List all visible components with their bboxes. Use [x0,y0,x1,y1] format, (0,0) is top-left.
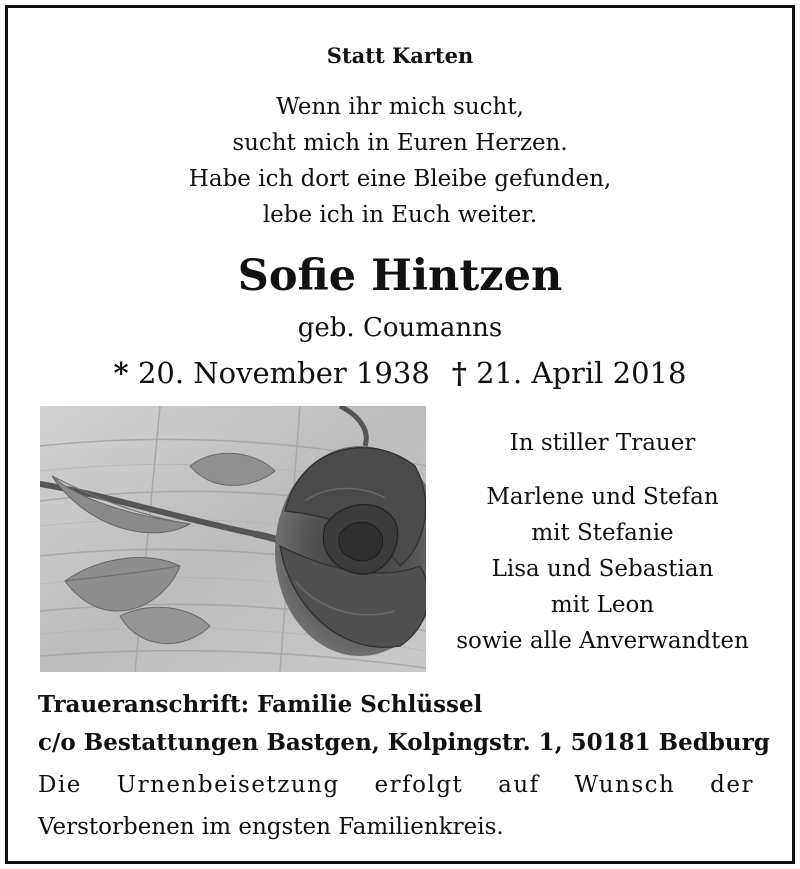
poem [0,89,800,233]
mourner-line: mit Stefanie [531,520,674,546]
mourners-list [440,479,765,659]
mourner-line: Marlene und Stefan [486,484,719,510]
death-cross-icon: † [451,356,467,390]
rose-photo [40,406,426,672]
mourner-line: mit Leon [550,592,655,618]
maiden-name: geb. Coumanns [297,313,503,343]
death-date: 21. April 2018 [476,356,687,390]
birth-symbol: * [113,356,129,390]
mourners-heading: In stiller Trauer [509,430,696,456]
mourning-address-line: Traueranschrift: Familie Schlüssel [38,691,483,718]
burial-note-line: Verstorbenen im engsten Familienkreis. [38,814,504,840]
birth-date: 20. November 1938 [137,356,430,390]
poem-line: lebe ich in Euch weiter. [262,202,538,228]
mourner-line: Lisa und Sebastian [491,556,714,582]
poem-line: Wenn ihr mich sucht, [276,94,524,120]
life-dates [0,354,800,392]
poem-line: sucht mich in Euren Herzen. [232,130,568,156]
burial-note-line: Die Urnenbeisetzung erfolgt auf Wunsch der [38,772,754,798]
rose-icon [40,406,426,672]
notice-heading: Statt Karten [326,43,474,68]
deceased-name: Sofie Hintzen [237,251,563,301]
poem-line: Habe ich dort eine Bleibe gefunden, [188,166,612,192]
mourner-line: sowie alle Anverwandten [456,628,749,654]
mourning-address-line: c/o Bestattungen Bastgen, Kolpingstr. 1, 50181 Bedburg [38,729,770,756]
